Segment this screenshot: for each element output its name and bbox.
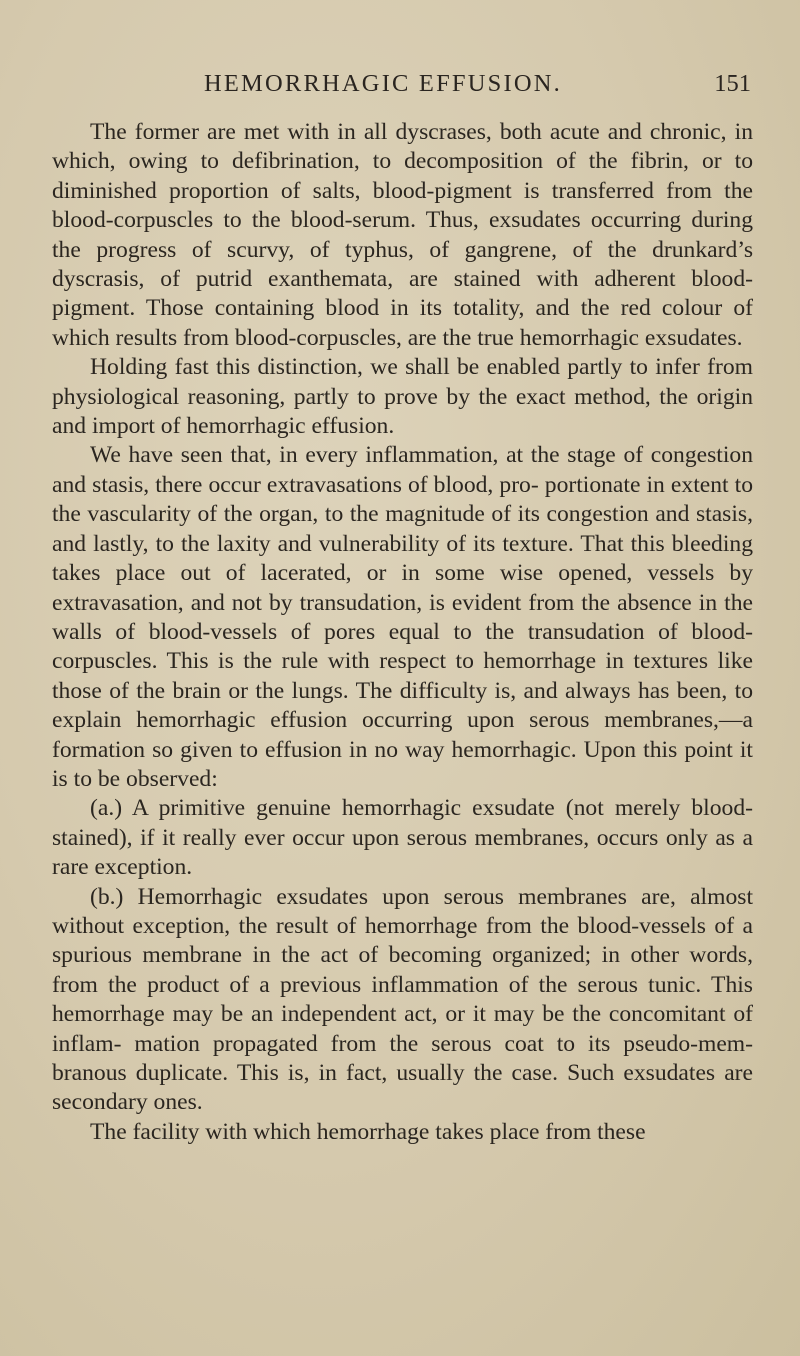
running-title: HEMORRHAGIC EFFUSION. (204, 70, 562, 97)
body-text (52, 118, 753, 1147)
page-number: 151 (714, 70, 751, 97)
paragraph: (b.) Hemorrhagic exsudates upon serous membranes are, almost without exception, the result of hemorrhage from the blood-vessels of a spurious membrane in the act of becoming organized; in other words, from the product of a previous inflammation of the serous tunic. This hemorrhage may be an independent act, or it may be the concomitant of inflam- mation propagated from the serous coat to its pseudo-mem- branous duplicate. This is, in fact, usually the case. Such exsudates are secondary ones. (52, 883, 753, 1116)
running-head (52, 70, 753, 110)
paragraph: We have seen that, in every inflammation, at the stage of congestion and stasis, there occur extravasations of blood, pro- portionate in extent to the vascularity of the organ, to the magnitude of its congestion and stasis, and lastly, to the laxity and vulnerability of its texture. That this bleeding takes place out of lacerated, or in some wise opened, vessels by extravasation, and not by transudation, is evident from the absence in the walls of blood-vessels of pores equal to the transudation of blood-corpuscles. This is the rule with respect to hemorrhage in textures like those of the brain or the lungs. The difficulty is, and always has been, to explain hemorrhagic effusion occurring upon serous membranes,—a formation so given to effusion in no way hemorrhagic. Upon this point it is to be observed: (52, 442, 753, 792)
paragraph: Holding fast this distinction, we shall be enabled partly to infer from physiological reasoning, partly to prove by the exact method, the origin and import of hemorrhagic effusion. (52, 354, 753, 440)
paragraph: The former are met with in all dyscrases, both acute and chronic, in which, owing to defibrination, to decomposition of the fibrin, or to diminished proportion of salts, blood-pigment is transferred from the blood-corpuscles to the blood-serum. Thus, exsudates occurring during the progress of scurvy, of typhus, of gangrene, of the drunkard’s dyscrasis, of putrid exanthemata, are stained with adherent blood-pigment. Those containing blood in its totality, and the red colour of which results from blood-corpuscles, are the true hemorrhagic exsudates. (52, 119, 753, 351)
paragraph: The facility with which hemorrhage takes place from these (90, 1118, 646, 1145)
paragraph: (a.) A primitive genuine hemorrhagic exsudate (not merely blood-stained), if it really ever occur upon serous membranes, occurs only as a rare exception. (52, 795, 753, 881)
